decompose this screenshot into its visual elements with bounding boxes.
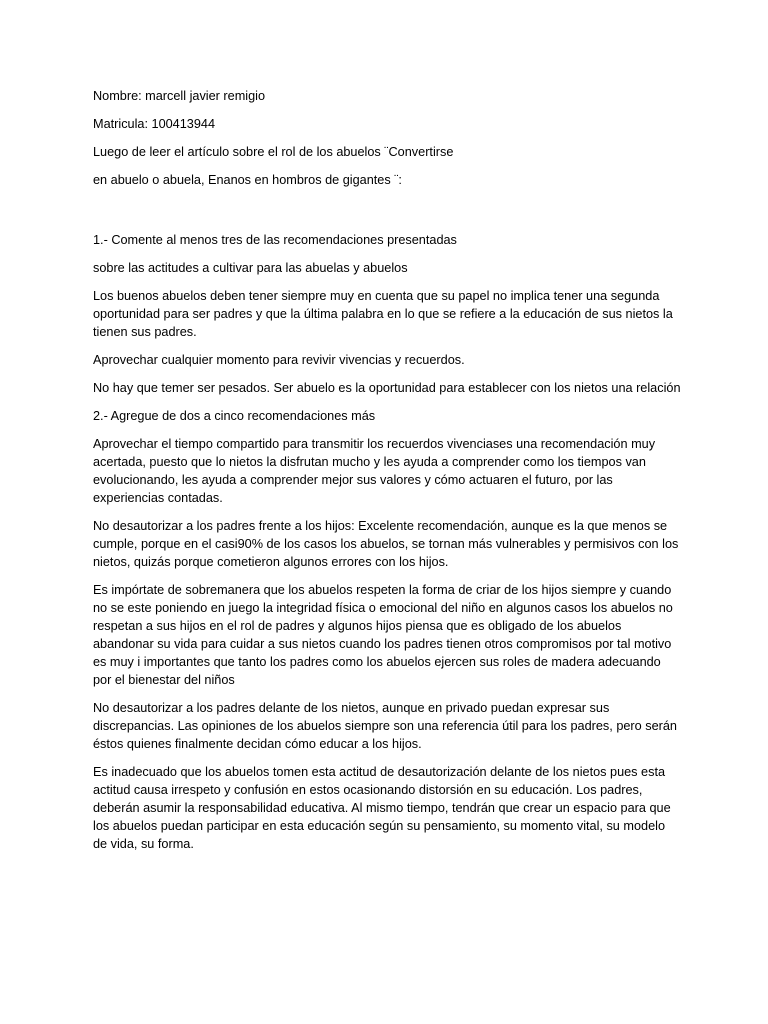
document-body: [93, 87, 681, 863]
answer-2-paragraph-2: No desautorizar a los padres frente a los hijos: Excelente recomendación, aunque es la que menos se cumple, porque en el casi90% de los casos los abuelos, se tornan más vulnerables y permisivos con los nietos, quizás porque cometieron algunos errores con los hijos.: [93, 519, 679, 569]
answer-1-paragraph-1: Los buenos abuelos deben tener siempre muy en cuenta que su papel no implica tener una segunda oportunidad para ser padres y que la última palabra en lo que se refiere a la educación de sus nietos la tienen sus padres.: [93, 289, 673, 339]
question-1-heading-line-2: sobre las actitudes a cultivar para las abuelas y abuelos: [93, 261, 408, 275]
intro-line-1: Luego de leer el artículo sobre el rol de los abuelos ¨Convertirse: [93, 145, 454, 159]
answer-2-paragraph-5: Es inadecuado que los abuelos tomen esta actitud de desautorización delante de los nietos pues esta actitud causa irrespeto y confusión en estos ocasionando distorsión en su educación. Los padres, deberán asumir la responsabilidad educativa. Al mismo tiempo, tendrán que crear un espacio para que los abuelos puedan participar en esta educación según su pensamiento, su momento vital, su modelo de vida, su forma.: [93, 765, 671, 851]
student-id: Matricula: 100413944: [93, 117, 216, 131]
question-1-heading-line-1: 1.- Comente al menos tres de las recomendaciones presentadas: [93, 233, 457, 247]
answer-2-paragraph-1: Aprovechar el tiempo compartido para transmitir los recuerdos vivenciases una recomendación muy acertada, puesto que lo nietos la disfrutan mucho y les ayuda a comprender como los tiempos van evolucionando, les ayuda a comprender mejor sus valores y cómo actuaren el futuro, por las experiencias contadas.: [93, 437, 656, 505]
answer-2-paragraph-3: Es impórtate de sobremanera que los abuelos respeten la forma de criar de los hijos siempre y cuando no se este poniendo en juego la integridad física o emocional del niño en algunos casos los abuelos no respetan a sus hijos en el rol de padres y algunos hijos piensa que es obligado de los abuelos abandonar su vida para cuidar a sus nietos cuando los padres tienen otros compromisos por tal motivo es muy i importantes que tanto los padres como los abuelos ejercen sus roles de madera adecuando por el bienestar del niños: [93, 583, 673, 687]
answer-1-paragraph-2: Aprovechar cualquier momento para revivir vivencias y recuerdos.: [93, 353, 465, 367]
student-name: Nombre: marcell javier remigio: [93, 89, 266, 103]
answer-1-paragraph-3: No hay que temer ser pesados. Ser abuelo es la oportunidad para establecer con los nietos una relación: [93, 381, 681, 395]
question-2-heading: 2.- Agregue de dos a cinco recomendaciones más: [93, 409, 376, 423]
intro-line-2: en abuelo o abuela, Enanos en hombros de gigantes ¨:: [93, 173, 402, 187]
answer-2-paragraph-4: No desautorizar a los padres delante de los nietos, aunque en privado puedan expresar sus discrepancias. Las opiniones de los abuelos siempre son una referencia útil para los padres, pero serán éstos quienes finalmente decidan cómo educar a los hijos.: [93, 701, 677, 751]
